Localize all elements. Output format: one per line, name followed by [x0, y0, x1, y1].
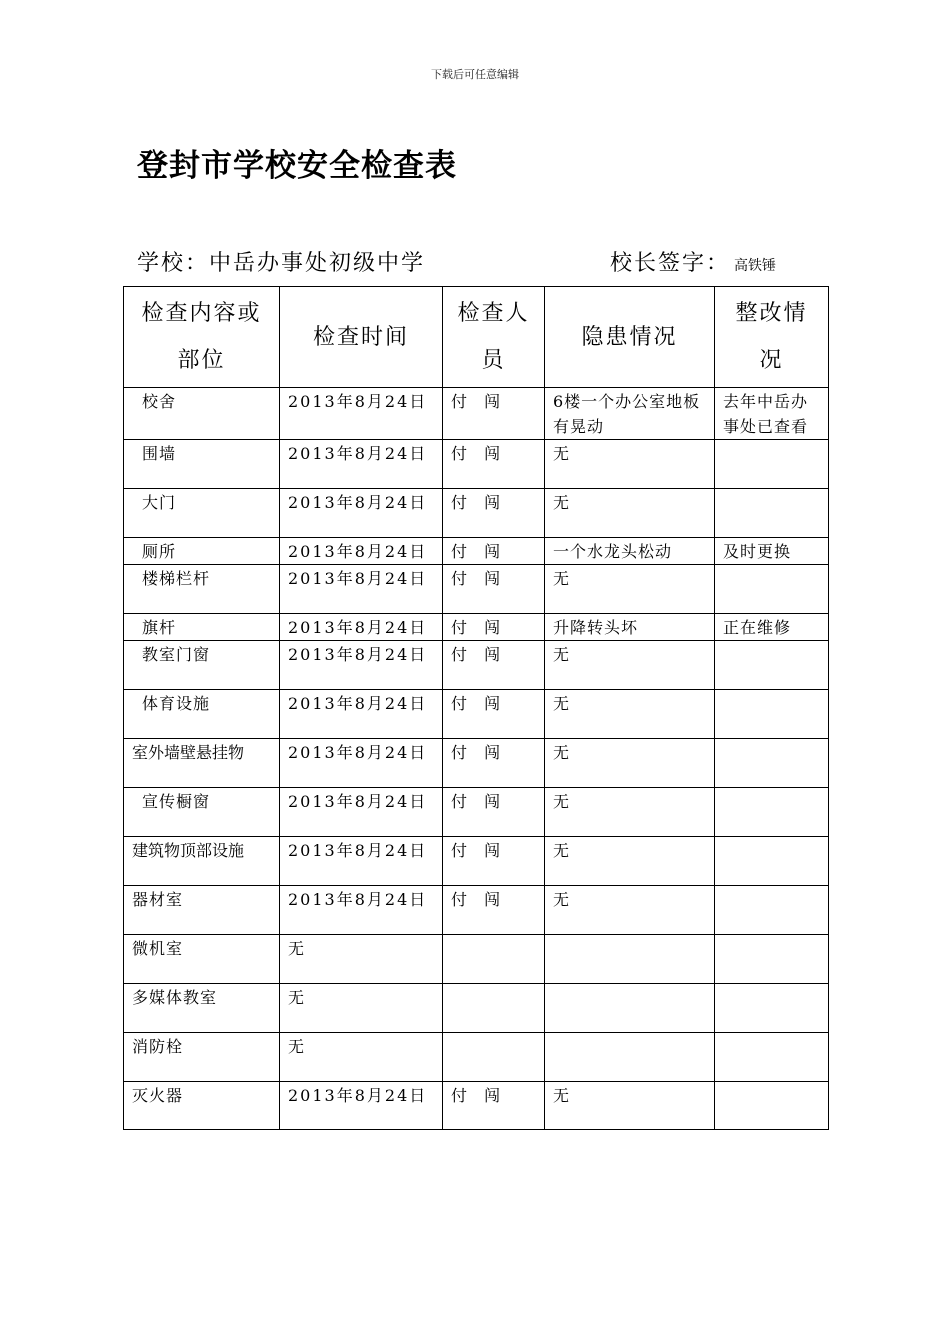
row-personnel: 付 闯 — [443, 614, 545, 641]
row-rectify — [715, 1033, 829, 1082]
row-personnel: 付 闯 — [443, 886, 545, 935]
table-row — [124, 641, 829, 690]
row-rectify — [715, 690, 829, 739]
table-row — [124, 788, 829, 837]
header-time: 检查时间 — [280, 287, 443, 388]
row-personnel: 付 闯 — [443, 538, 545, 565]
row-time: 2013年8月24日 — [280, 1082, 443, 1130]
table-row — [124, 489, 829, 538]
row-hazard: 无 — [545, 565, 715, 614]
row-content: 宣传橱窗 — [124, 788, 280, 837]
row-time: 2013年8月24日 — [280, 641, 443, 690]
header-personnel: 检查人员 — [443, 287, 545, 388]
table-row — [124, 886, 829, 935]
row-time: 2013年8月24日 — [280, 739, 443, 788]
row-rectify — [715, 788, 829, 837]
row-hazard: 无 — [545, 690, 715, 739]
table-row — [124, 739, 829, 788]
document-title: 登封市学校安全检查表 — [137, 148, 457, 184]
row-rectify — [715, 489, 829, 538]
table-row — [124, 614, 829, 641]
header-rectify: 整改情况 — [715, 287, 829, 388]
header-content: 检查内容或部位 — [124, 287, 280, 388]
row-hazard: 无 — [545, 489, 715, 538]
row-content: 旗杆 — [124, 614, 280, 641]
table-row — [124, 1033, 829, 1082]
table-header-row — [124, 287, 829, 388]
row-hazard: 6楼一个办公室地板有晃动 — [545, 388, 715, 440]
row-content: 建筑物顶部设施 — [124, 837, 280, 886]
row-personnel — [443, 984, 545, 1033]
row-rectify: 去年中岳办事处已查看 — [715, 388, 829, 440]
row-hazard: 无 — [545, 739, 715, 788]
row-personnel: 付 闯 — [443, 837, 545, 886]
row-content: 围墙 — [124, 440, 280, 489]
row-content: 体育设施 — [124, 690, 280, 739]
row-content: 教室门窗 — [124, 641, 280, 690]
row-time: 2013年8月24日 — [280, 690, 443, 739]
row-hazard: 无 — [545, 886, 715, 935]
row-personnel: 付 闯 — [443, 440, 545, 489]
table-row — [124, 935, 829, 984]
row-personnel: 付 闯 — [443, 489, 545, 538]
header-hazard: 隐患情况 — [545, 287, 715, 388]
row-rectify: 正在维修 — [715, 614, 829, 641]
row-rectify — [715, 935, 829, 984]
row-time: 无 — [280, 935, 443, 984]
row-personnel: 付 闯 — [443, 565, 545, 614]
row-rectify — [715, 984, 829, 1033]
table-row — [124, 1082, 829, 1130]
principal-label: 校长签字： — [610, 251, 731, 276]
row-hazard — [545, 984, 715, 1033]
row-content: 厕所 — [124, 538, 280, 565]
row-content: 微机室 — [124, 935, 280, 984]
row-personnel: 付 闯 — [443, 788, 545, 837]
row-time: 2013年8月24日 — [280, 837, 443, 886]
row-hazard: 升降转头坏 — [545, 614, 715, 641]
row-time: 无 — [280, 984, 443, 1033]
row-time: 2013年8月24日 — [280, 538, 443, 565]
row-hazard: 无 — [545, 440, 715, 489]
table-row — [124, 565, 829, 614]
row-hazard: 无 — [545, 1082, 715, 1130]
row-hazard: 无 — [545, 788, 715, 837]
row-rectify: 及时更换 — [715, 538, 829, 565]
row-personnel: 付 闯 — [443, 690, 545, 739]
row-content: 消防栓 — [124, 1033, 280, 1082]
row-rectify — [715, 837, 829, 886]
row-time: 2013年8月24日 — [280, 614, 443, 641]
row-content: 室外墙壁悬挂物 — [124, 739, 280, 788]
row-rectify — [715, 641, 829, 690]
row-personnel: 付 闯 — [443, 641, 545, 690]
row-content: 校舍 — [124, 388, 280, 440]
row-content: 器材室 — [124, 886, 280, 935]
row-time: 2013年8月24日 — [280, 440, 443, 489]
row-time: 2013年8月24日 — [280, 886, 443, 935]
row-content: 多媒体教室 — [124, 984, 280, 1033]
row-content: 灭火器 — [124, 1082, 280, 1130]
header-note: 下载后可任意编辑 — [431, 68, 519, 81]
row-personnel — [443, 935, 545, 984]
row-content: 楼梯栏杆 — [124, 565, 280, 614]
row-personnel — [443, 1033, 545, 1082]
principal-signature: 高铁锤 — [734, 258, 777, 274]
row-time: 2013年8月24日 — [280, 788, 443, 837]
table-row — [124, 538, 829, 565]
row-hazard — [545, 935, 715, 984]
table-row — [124, 690, 829, 739]
table-row — [124, 440, 829, 489]
school-label: 学校：中岳办事处初级中学 — [137, 251, 426, 276]
row-rectify — [715, 739, 829, 788]
row-personnel: 付 闯 — [443, 739, 545, 788]
principal-signature-line — [610, 246, 776, 277]
row-time: 2013年8月24日 — [280, 489, 443, 538]
row-time: 2013年8月24日 — [280, 388, 443, 440]
row-hazard: 无 — [545, 837, 715, 886]
row-rectify — [715, 565, 829, 614]
row-personnel: 付 闯 — [443, 1082, 545, 1130]
row-rectify — [715, 1082, 829, 1130]
row-hazard: 无 — [545, 641, 715, 690]
row-rectify — [715, 886, 829, 935]
row-personnel: 付 闯 — [443, 388, 545, 440]
table-row — [124, 388, 829, 440]
row-time: 无 — [280, 1033, 443, 1082]
table-row — [124, 984, 829, 1033]
row-hazard: 一个水龙头松动 — [545, 538, 715, 565]
row-time: 2013年8月24日 — [280, 565, 443, 614]
table-row — [124, 837, 829, 886]
row-rectify — [715, 440, 829, 489]
inspection-table — [123, 286, 829, 1130]
row-hazard — [545, 1033, 715, 1082]
row-content: 大门 — [124, 489, 280, 538]
